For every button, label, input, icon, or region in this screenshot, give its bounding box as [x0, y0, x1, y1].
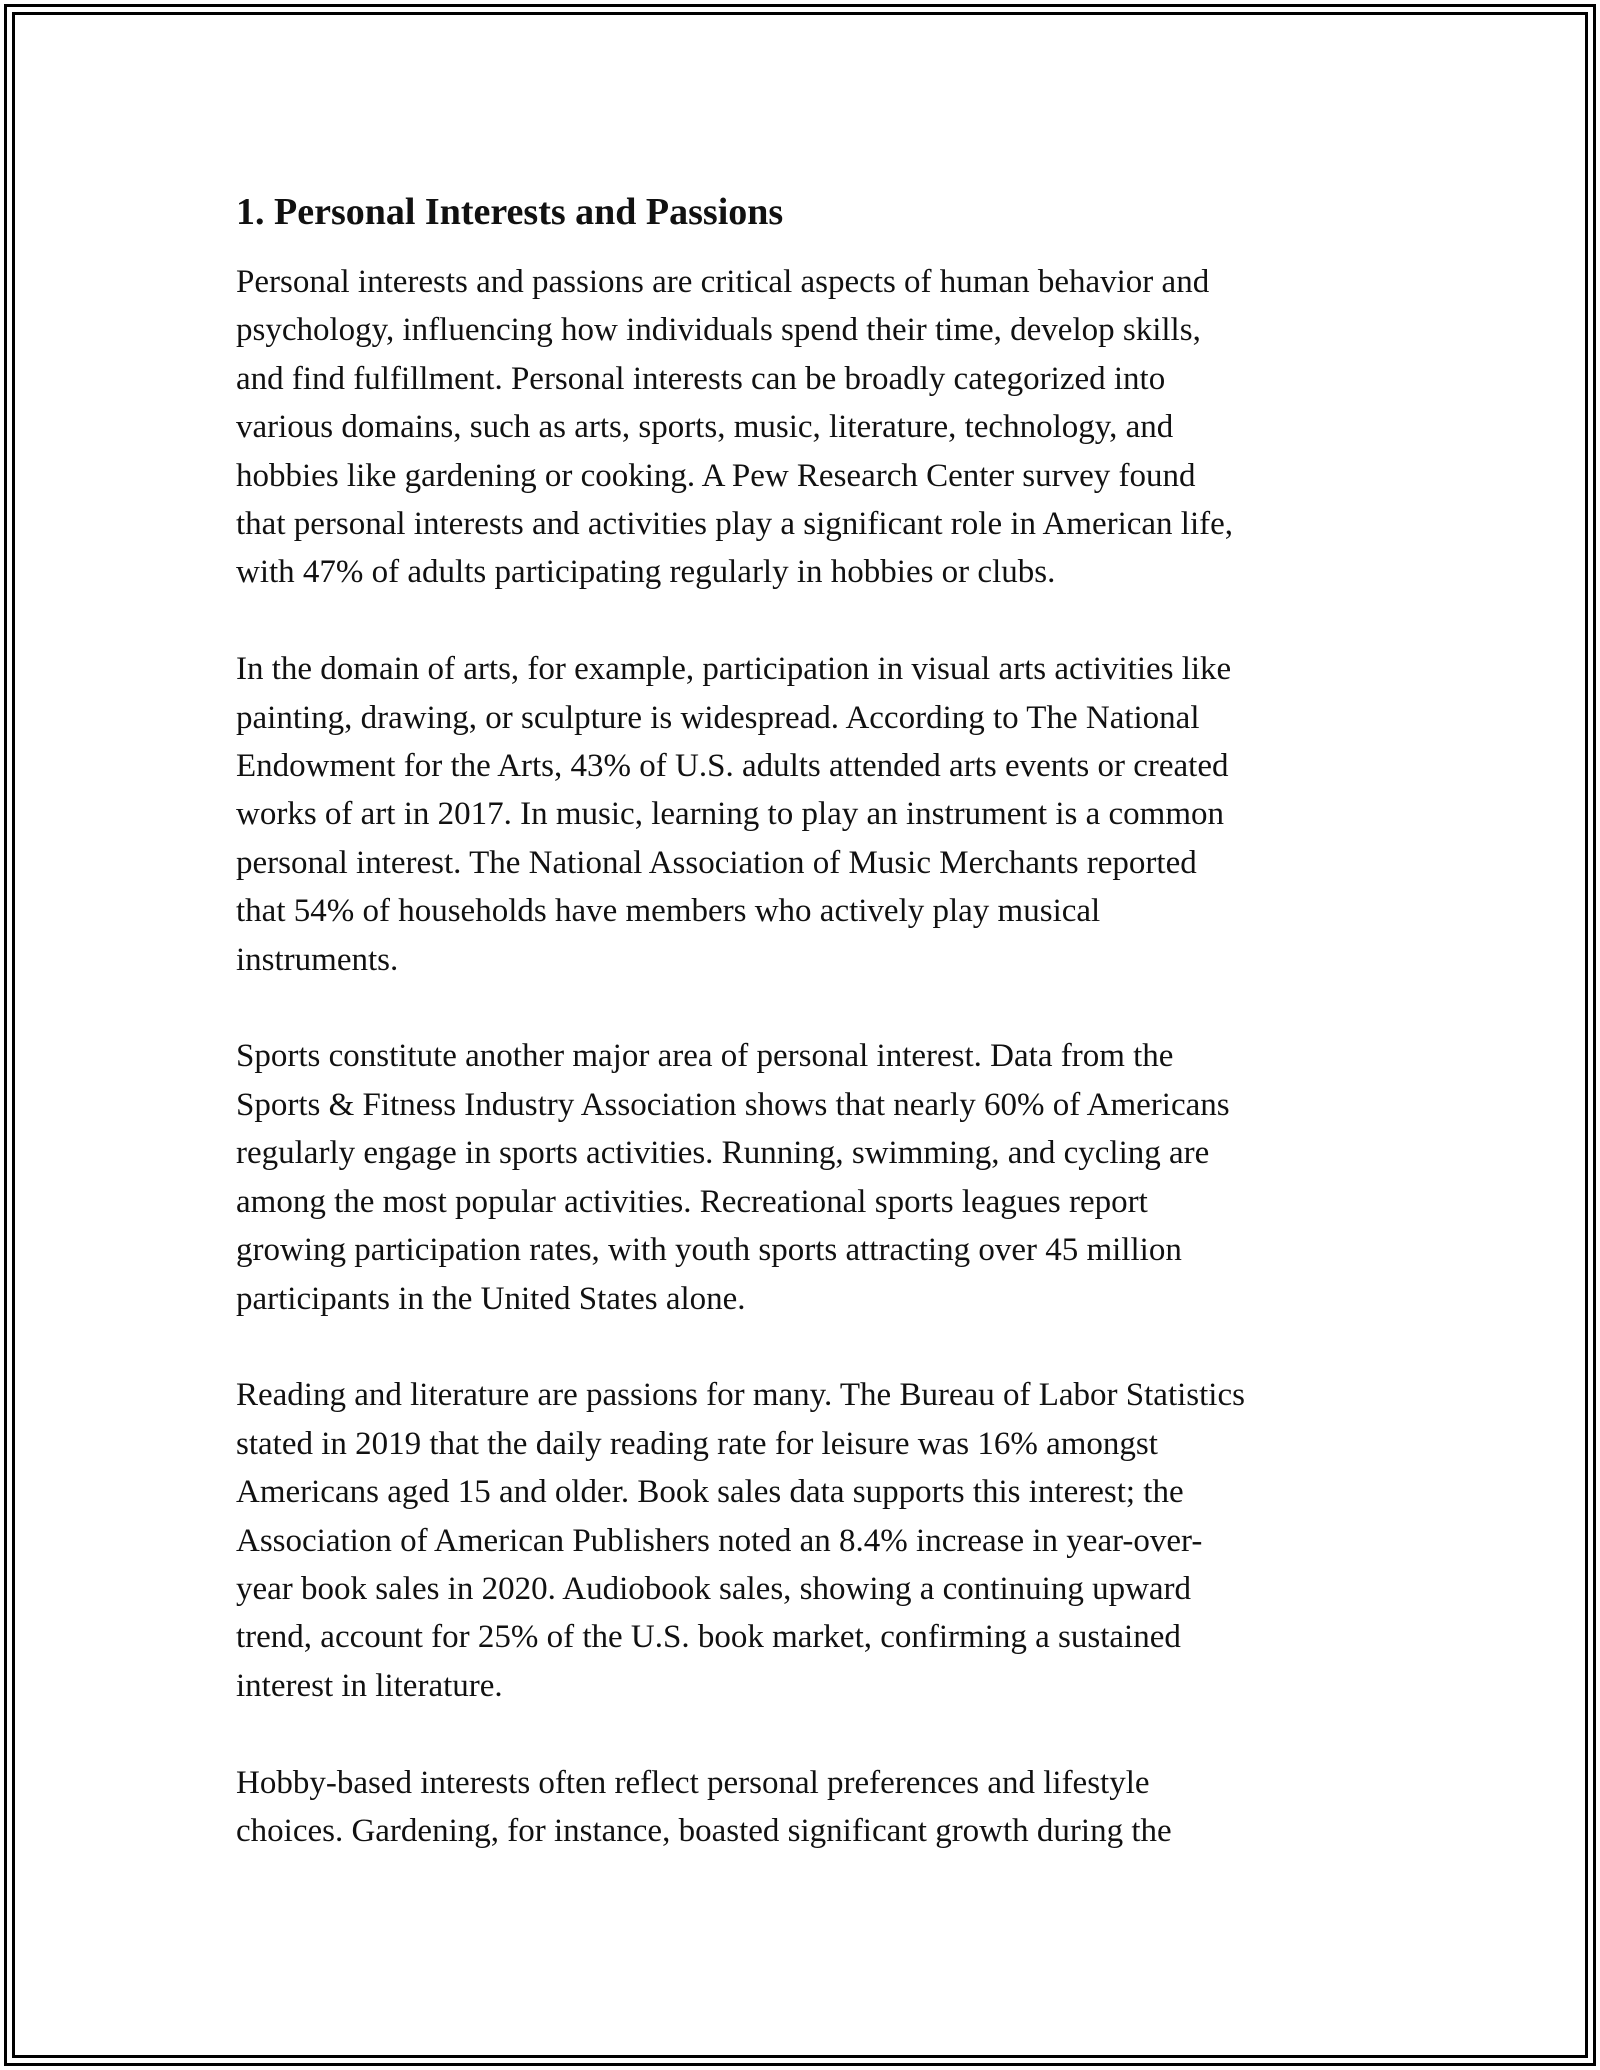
paragraph-line: stated in 2019 that the daily reading rate for leisure was 16% amongst — [236, 1425, 1158, 1462]
section-heading: 1. Personal Interests and Passions — [236, 191, 784, 233]
paragraph-line: and find fulfillment. Personal interests can be broadly categorized into — [236, 360, 1166, 397]
paragraph — [236, 645, 1376, 984]
paragraph-line: regularly engage in sports activities. Running, swimming, and cycling are — [236, 1135, 1210, 1172]
paragraph-line: Hobby-based interests often reflect personal preferences and lifestyle — [236, 1764, 1150, 1801]
paragraph-line: Reading and literature are passions for many. The Bureau of Labor Statistics — [236, 1377, 1245, 1414]
paragraph-line: painting, drawing, or sculpture is widespread. According to The National — [236, 699, 1200, 736]
paragraph-line: participants in the United States alone. — [236, 1280, 746, 1317]
paragraph-line: psychology, influencing how individuals spend their time, develop skills, — [236, 312, 1201, 349]
paragraph-line: Association of American Publishers noted an 8.4% increase in year-over- — [236, 1522, 1203, 1559]
paragraph-line: that 54% of households have members who actively play musical — [236, 893, 1101, 930]
paragraph-line: choices. Gardening, for instance, boasted significant growth during the — [236, 1812, 1172, 1849]
paragraph-list — [236, 258, 1376, 1855]
paragraph-line: instruments. — [236, 941, 399, 978]
paragraph — [236, 258, 1376, 597]
paragraph-line: hobbies like gardening or cooking. A Pew Research Center survey found — [236, 457, 1196, 494]
paragraph-line: Americans aged 15 and older. Book sales data supports this interest; the — [236, 1474, 1184, 1511]
paragraph-line: trend, account for 25% of the U.S. book market, confirming a sustained — [236, 1619, 1181, 1656]
paragraph-line: year book sales in 2020. Audiobook sales, showing a continuing upward — [236, 1570, 1192, 1607]
paragraph-line: that personal interests and activities play a significant role in American life, — [236, 506, 1234, 543]
paragraph-line: with 47% of adults participating regularly in hobbies or clubs. — [236, 554, 1056, 591]
paragraph-line: In the domain of arts, for example, participation in visual arts activities like — [236, 651, 1232, 688]
paragraph-line: various domains, such as arts, sports, music, literature, technology, and — [236, 409, 1174, 446]
paragraph-line: personal interest. The National Association of Music Merchants reported — [236, 844, 1197, 881]
paragraph-line: interest in literature. — [236, 1667, 503, 1704]
paragraph — [236, 1759, 1376, 1856]
paragraph-line: among the most popular activities. Recreational sports leagues report — [236, 1183, 1148, 1220]
paragraph — [236, 1032, 1376, 1322]
paragraph-line: Endowment for the Arts, 43% of U.S. adults attended arts events or created — [236, 748, 1229, 785]
paragraph-line: Sports & Fitness Industry Association shows that nearly 60% of Americans — [236, 1086, 1230, 1123]
paragraph-line: growing participation rates, with youth sports attracting over 45 million — [236, 1232, 1182, 1269]
paragraph — [236, 1371, 1376, 1710]
paragraph-line: works of art in 2017. In music, learning to play an instrument is a common — [236, 796, 1224, 833]
paragraph-line: Personal interests and passions are critical aspects of human behavior and — [236, 264, 1210, 300]
document-body — [236, 186, 1376, 1904]
paragraph-line: Sports constitute another major area of personal interest. Data from the — [236, 1038, 1174, 1075]
